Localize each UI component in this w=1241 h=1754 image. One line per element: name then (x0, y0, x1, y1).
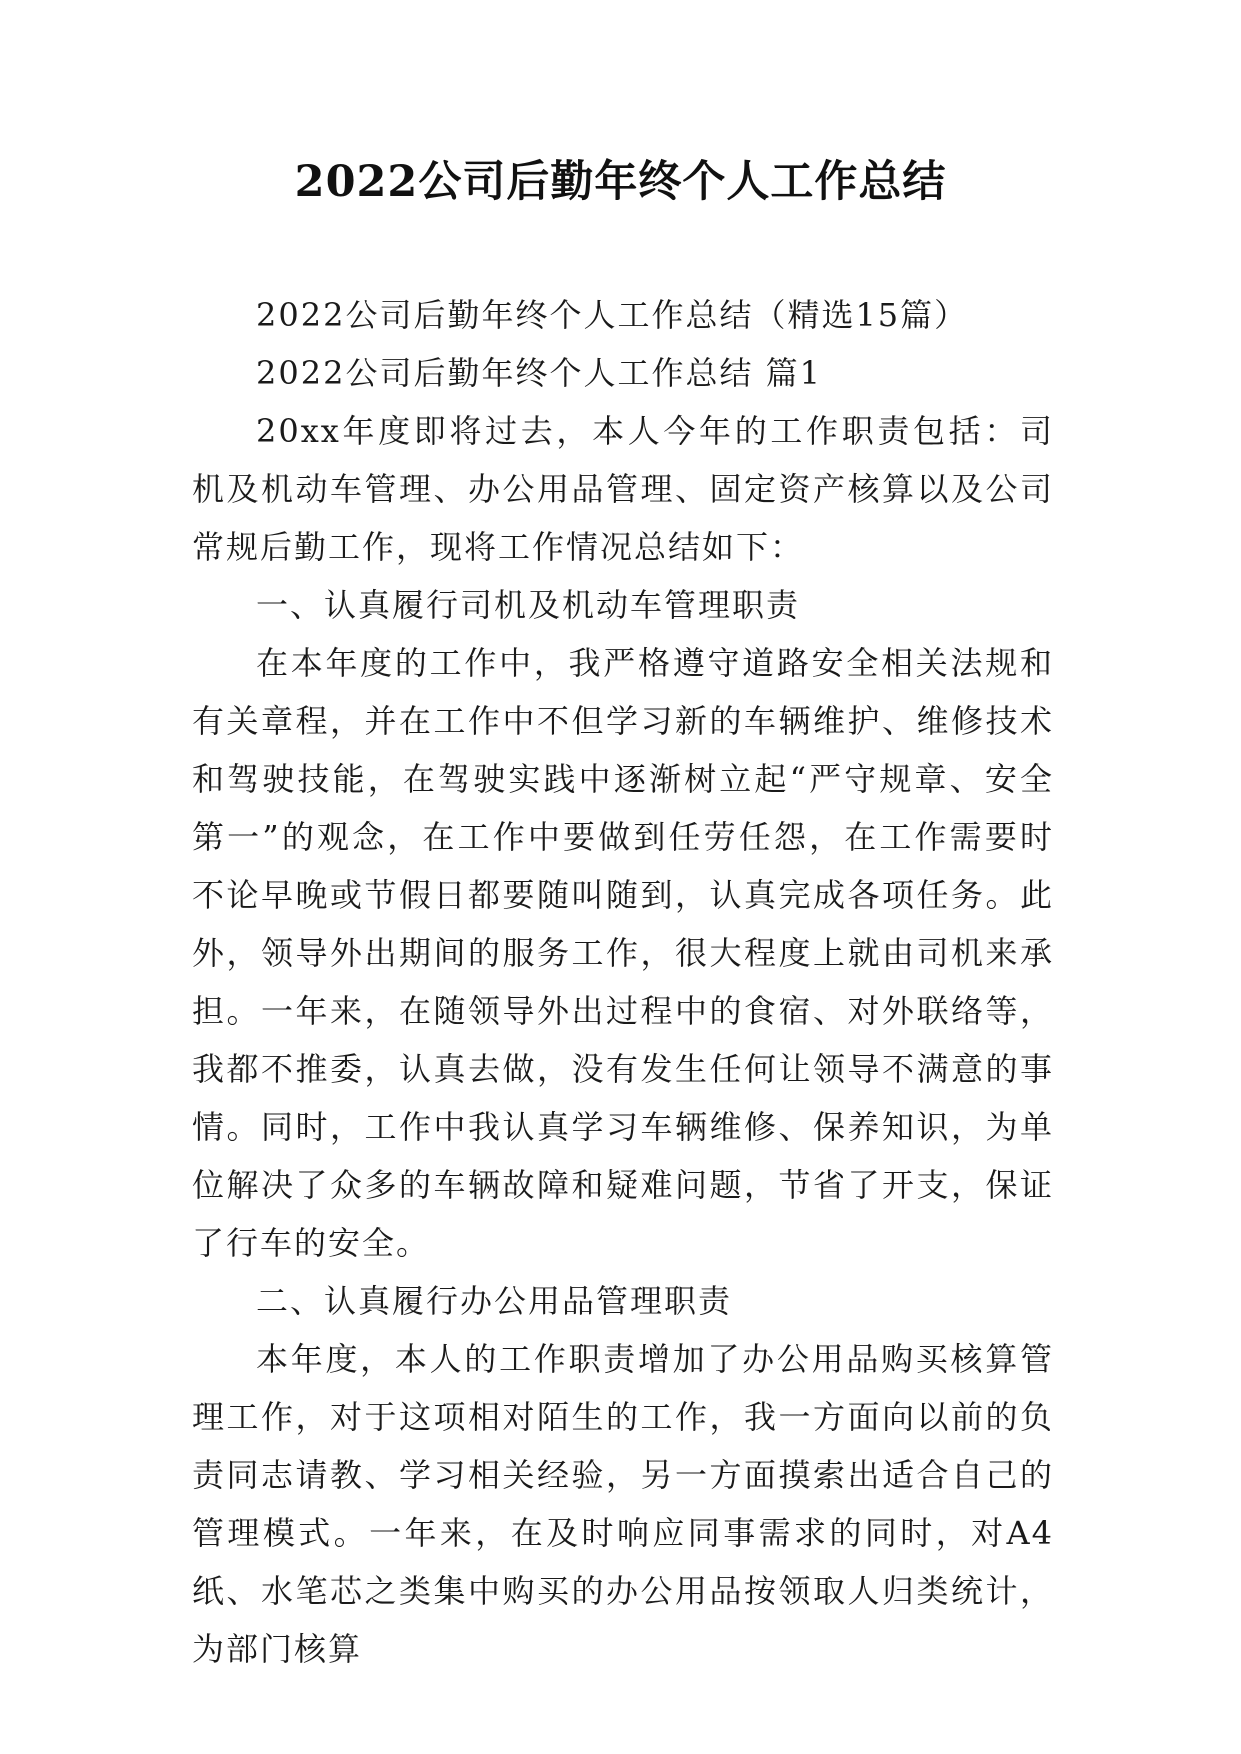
document-body (192, 286, 1054, 1678)
paragraph-driver-duties: 在本年度的工作中，我严格遵守道路安全相关法规和有关章程，并在工作中不但学习新的车辆维护、维修技术和驾驶技能，在驾驶实践中逐渐树立起“严守规章、安全第一”的观念，在工作中要做到任劳任怨，在工作需要时不论早晚或节假日都要随叫随到，认真完成各项任务。此外，领导外出期间的服务工作，很大程度上就由司机来承担。一年来，在随领导外出过程中的食宿、对外联络等，我都不推委，认真去做，没有发生任何让领导不满意的事情。同时，工作中我认真学习车辆维修、保养知识，为单位解决了众多的车辆故障和疑难问题，节省了开支，保证了行车的安全。 (192, 644, 1054, 1262)
paragraph-intro: 20xx年度即将过去，本人今年的工作职责包括：司机及机动车管理、办公用品管理、固定资产核算以及公司常规后勤工作，现将工作情况总结如下： (192, 412, 1054, 566)
document-title: 2022公司后勤年终个人工作总结 (294, 157, 947, 207)
paragraph-subtitle: 2022公司后勤年终个人工作总结（精选15篇） (256, 296, 969, 334)
paragraph-office-supplies: 本年度，本人的工作职责增加了办公用品购买核算管理工作，对于这项相对陌生的工作，我一方面向以前的负责同志请教、学习相关经验，另一方面摸索出适合自己的管理模式。一年来，在及时响应同事需求的同时，对A4纸、水笔芯之类集中购买的办公用品按领取人归类统计，为部门核算 (192, 1340, 1054, 1668)
paragraph-section-heading: 2022公司后勤年终个人工作总结 篇1 (256, 354, 822, 392)
paragraph-heading-1: 一、认真履行司机及机动车管理职责 (256, 586, 801, 624)
paragraph-heading-2: 二、认真履行办公用品管理职责 (256, 1282, 733, 1320)
